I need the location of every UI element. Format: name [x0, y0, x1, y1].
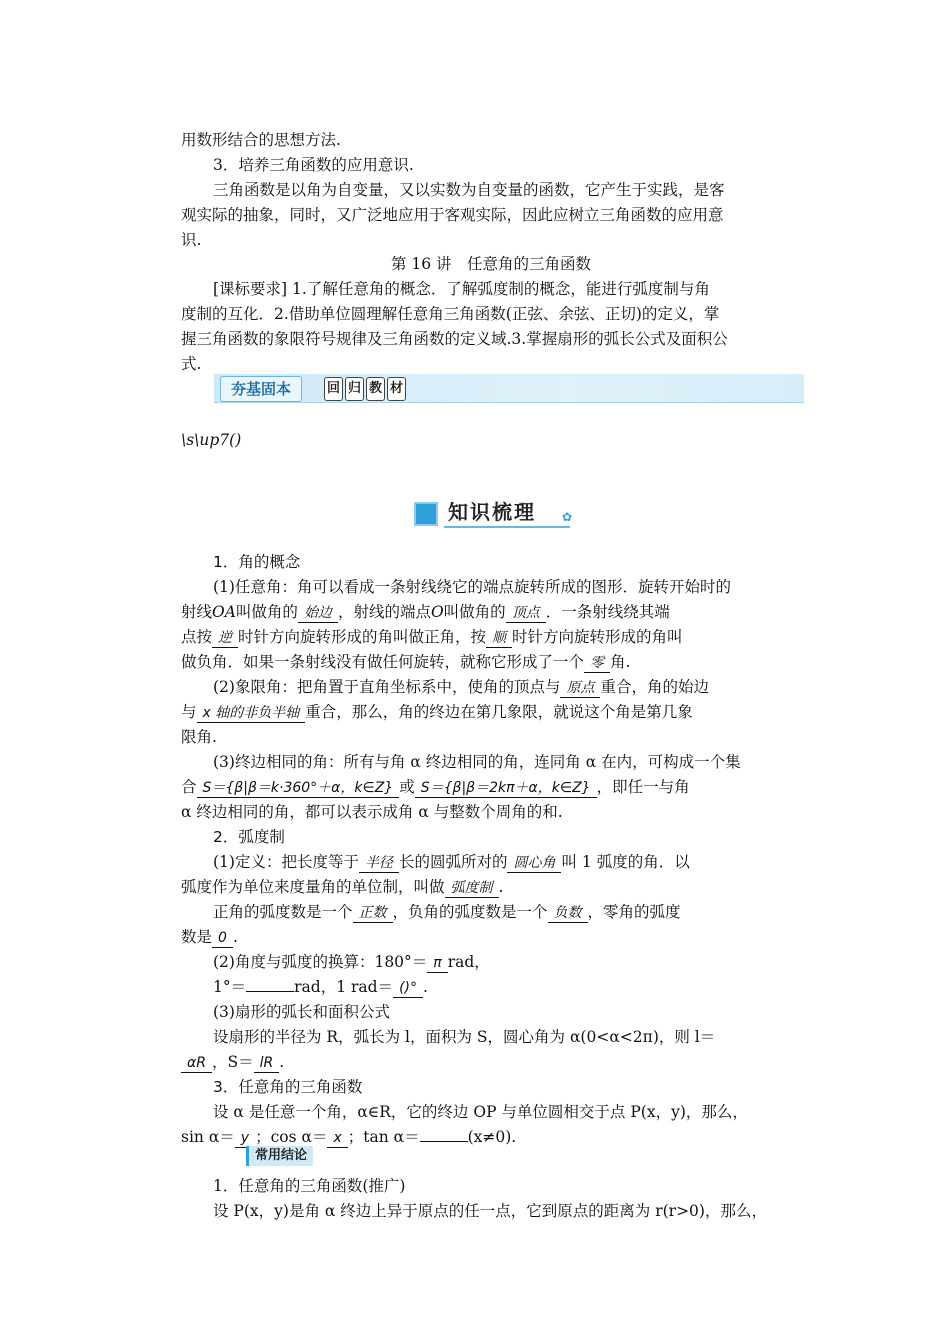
intro-line-3: 三角函数是以角为自变量，又以实数为自变量的函数，它产生于实践，是客 [213, 181, 725, 199]
s1-p1-line-2 [181, 600, 771, 624]
requirements-line-2: 度制的互化．2.借助单位圆理解任意角三角函数(正弦、余弦、正切)的定义，掌 [181, 305, 720, 323]
text: ；tan α＝ [347, 1128, 420, 1146]
s2-conv-line-2 [213, 975, 773, 999]
text: 时针方向旋转形成的角叫做正角，按 [238, 628, 487, 646]
text: ，负角的弧度数是一个 [392, 903, 548, 921]
blank-radian-system: 弧度制 [445, 879, 499, 898]
blank-pi: π [427, 954, 447, 973]
banner-char: 教 [366, 377, 385, 401]
s1-p1-line-1: (1)任意角：角可以看成一条射线绕它的端点旋转所成的图形．旋转开始时的 [213, 578, 731, 596]
blank-area: lR [254, 1054, 280, 1073]
s2-heading: 2．弧度制 [213, 828, 285, 846]
text: 叫做角的 [443, 603, 506, 621]
text: 或 [399, 778, 415, 796]
text: O [430, 603, 444, 621]
text: . [423, 978, 428, 996]
lecture-title: 第 16 讲 任意角的三角函数 [390, 255, 592, 273]
text: 合 [181, 778, 197, 796]
blank-start-side: 始边 [298, 604, 338, 623]
blank-zero-angle: 零 [584, 654, 610, 673]
text: 数是 [181, 928, 213, 946]
s3-heading: 3．任意角的三角函数 [213, 1078, 363, 1096]
section-square-icon [414, 502, 438, 526]
text: 角. [610, 653, 631, 671]
blank-tan [420, 1141, 468, 1142]
s2-conv-line-1 [213, 950, 773, 974]
section-underline [444, 526, 570, 528]
text: 弧度作为单位来度量角的单位制，叫做 [181, 878, 445, 896]
text: 与 [181, 703, 197, 721]
text: 叫做角的 [235, 603, 298, 621]
intro-line-1: 用数形结合的思想方法. [181, 131, 341, 149]
blank-x-axis: x 轴的非负半轴 [197, 704, 306, 723]
text: ，即任一与角 [596, 778, 690, 796]
s1-p2-line-2 [181, 700, 771, 724]
blank-positive: 正数 [353, 904, 393, 923]
intro-line-5: 识. [181, 231, 202, 249]
text: 射线 [181, 603, 213, 621]
text: 时针方向旋转形成的角叫 [512, 628, 683, 646]
banner-subtitle [324, 377, 408, 401]
s2-def-line-1 [213, 850, 773, 874]
text: . [279, 1053, 285, 1071]
c1-line-1: 设 P(x，y)是角 α 终边上异于原点的任一点，它到原点的距离为 r(r>0)，那么， [213, 1202, 767, 1220]
s1-p1-line-3 [181, 625, 771, 649]
text: 重合，那么，角的终边在第几象限，就说这个角是第几象 [305, 703, 693, 721]
blank-zero: 0 [212, 929, 233, 948]
banner-char: 归 [345, 377, 364, 401]
s2-def-line-2 [181, 875, 771, 899]
s1-p3-line-1: (3)终边相同的角：所有与角 α 终边相同的角，连同角 α 在内，可构成一个集 [213, 753, 741, 771]
text: 叫 1 弧度的角．以 [561, 853, 690, 871]
s2-sector-line-1: (3)扇形的弧长和面积公式 [213, 1003, 390, 1021]
blank-central-angle: 圆心角 [507, 854, 561, 873]
s1-p3-line-2 [181, 775, 771, 799]
s3-line-1: 设 α 是任意一个角，α∈R，它的终边 OP 与单位圆相交于点 P(x，y)，那么， [213, 1103, 748, 1121]
raw-code: \s\up7() [181, 431, 242, 449]
text: . [498, 878, 504, 896]
blank-origin: 原点 [560, 679, 600, 698]
text: (2)象限角：把角置于直角坐标系中，使角的顶点与 [213, 678, 561, 696]
s1-p2-line-1 [213, 675, 773, 699]
text: 1°＝ [213, 978, 247, 996]
text: ，射线的端点 [337, 603, 431, 621]
section-title: 知识梳理 [448, 500, 536, 524]
s2-sector-line-3 [181, 1050, 771, 1074]
blank-radius: 半径 [359, 854, 399, 873]
text: sin α＝ [181, 1128, 235, 1146]
text: ；cos α＝ [255, 1128, 328, 1146]
blank-cw: 顺 [486, 629, 512, 648]
requirements-line-4: 式. [181, 355, 202, 373]
text: 正角的弧度数是一个 [213, 903, 353, 921]
text: 重合，角的始边 [600, 678, 709, 696]
text: . [232, 928, 238, 946]
text: ．一条射线绕其端 [545, 603, 670, 621]
blank-set-radian: S＝{β|β＝2kπ＋α，k∈Z} [415, 779, 597, 798]
s2-sector-line-2: 设扇形的半径为 R，弧长为 l，面积为 S，圆心角为 α(0<α<2π)，则 l＝ [213, 1028, 716, 1046]
banner [214, 374, 804, 403]
text: 做负角．如果一条射线没有做任何旋转，就称它形成了一个 [181, 653, 585, 671]
common-conclusions-tag: 常用结论 [246, 1146, 313, 1166]
banner-char: 回 [324, 377, 343, 401]
blank-rad-to-degree: ()° [393, 979, 423, 998]
section-header [414, 498, 573, 528]
leaf-icon: ✿ [562, 510, 573, 524]
banner-char: 材 [387, 377, 406, 401]
blank-sin: y [235, 1129, 255, 1148]
s1-p1-line-4 [181, 650, 771, 674]
intro-line-4: 观实际的抽象，同时，又广泛地应用于客观实际，因此应树立三角函数的应用意 [181, 206, 724, 224]
c1-heading: 1．任意角的三角函数(推广) [213, 1177, 406, 1195]
blank-cos: x [327, 1129, 347, 1148]
s1-p3-line-3: α 终边相同的角，都可以表示成角 α 与整数个周角的和. [181, 803, 563, 821]
s1-p2-line-3: 限角. [181, 728, 217, 746]
text: 点按 [181, 628, 213, 646]
s1-heading: 1．角的概念 [213, 553, 301, 571]
requirements-text-1: 1.了解任意角的概念．了解弧度制的概念，能进行弧度制与角 [292, 280, 710, 298]
intro-line-2: 3．培养三角函数的应用意识. [213, 156, 414, 174]
text: rad，1 rad＝ [294, 978, 394, 996]
blank-negative: 负数 [548, 904, 588, 923]
requirements-line-1 [213, 277, 773, 301]
s2-def-line-4 [181, 925, 771, 949]
text: (x≠0). [467, 1128, 517, 1146]
text: ，零角的弧度 [587, 903, 681, 921]
text: (1)定义：把长度等于 [213, 853, 359, 871]
blank-vertex: 顶点 [506, 604, 546, 623]
banner-title: 夯基固本 [220, 376, 302, 402]
text: ，S＝ [211, 1053, 254, 1071]
blank-set-degree: S＝{β|β＝k·360°＋α，k∈Z} [197, 779, 400, 798]
text: (2)角度与弧度的换算：180°＝ [213, 953, 428, 971]
text: OA [212, 603, 236, 621]
blank-ccw: 逆 [212, 629, 238, 648]
blank-degree-to-rad [246, 991, 294, 992]
requirements-line-3: 握三角函数的象限符号规律及三角函数的定义域.3.掌握扇形的弧长公式及面积公 [181, 330, 728, 348]
requirements-label: [课标要求] [213, 280, 288, 298]
blank-arc-length: αR [181, 1054, 212, 1073]
s2-def-line-3 [213, 900, 773, 924]
text: rad， [447, 953, 490, 971]
text: 长的圆弧所对的 [398, 853, 508, 871]
